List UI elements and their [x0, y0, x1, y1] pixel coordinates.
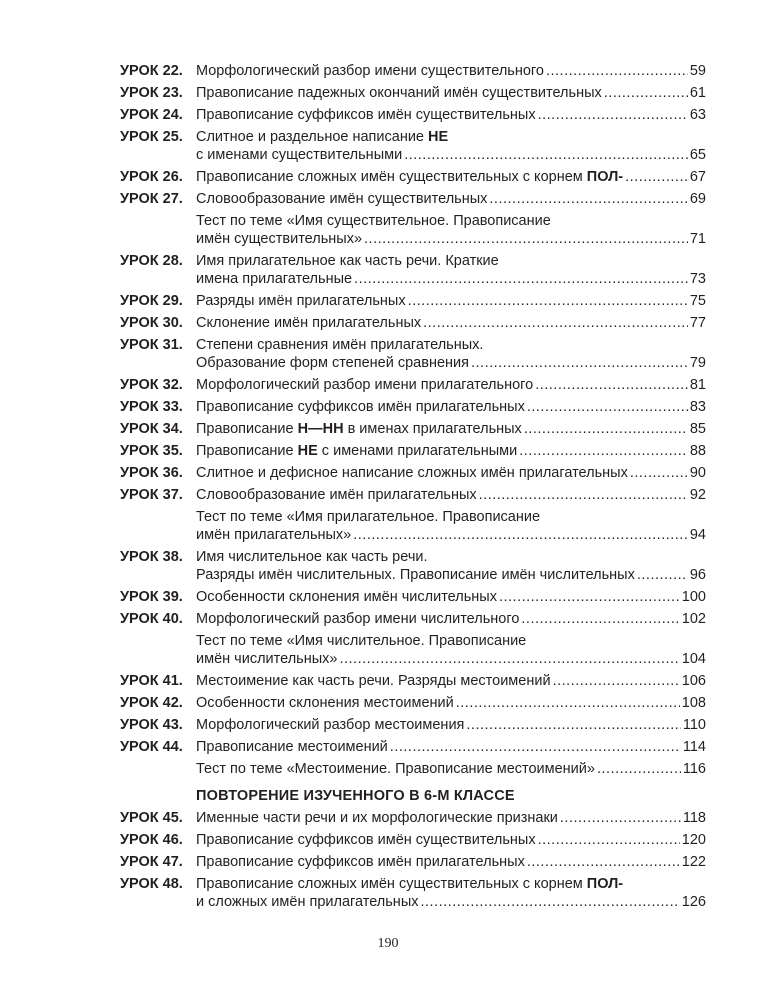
entry-title: [196, 853, 525, 871]
entry-title: [196, 893, 419, 911]
entry-line: [196, 672, 706, 690]
entry-title: [196, 270, 352, 288]
toc-lesson-entry[interactable]: [120, 62, 706, 80]
toc-lesson-entry[interactable]: [120, 464, 706, 482]
entry-title: [196, 694, 454, 712]
entry-body: [196, 809, 706, 827]
title-text: Правописание суффиксов имён прилагательных: [196, 854, 525, 870]
entry-title: [196, 610, 519, 628]
page-ref[interactable]: 106: [681, 673, 706, 689]
page-ref[interactable]: 114: [682, 739, 706, 755]
entry-line: [196, 853, 706, 871]
title-text: имён существительных»: [196, 231, 363, 247]
entry-body: [196, 760, 706, 778]
entry-title: [196, 464, 628, 482]
toc-lesson-entry[interactable]: [120, 252, 706, 288]
page-ref[interactable]: 108: [681, 695, 706, 711]
title-text: имён прилагательных»: [196, 527, 352, 543]
entry-title: [196, 128, 448, 146]
entry-line: [196, 230, 706, 248]
bold-term: ПОЛ-: [586, 876, 624, 892]
toc-lesson-entry[interactable]: [120, 168, 706, 186]
title-text: имён числительных»: [196, 651, 338, 667]
title-text: Правописание сложных имён существительных с корнем: [196, 876, 587, 892]
lesson-label: [120, 632, 196, 668]
lesson-label: [120, 212, 196, 248]
entry-line: [196, 716, 706, 734]
entry-body: [196, 464, 706, 482]
page-ref[interactable]: 94: [689, 527, 706, 543]
entry-title: [196, 508, 540, 526]
title-text: и сложных имён прилагательных: [196, 894, 419, 910]
entry-body: [196, 875, 706, 911]
entry-title: [196, 672, 551, 690]
entry-body: [196, 486, 706, 504]
entry-title: [196, 875, 623, 893]
dot-leader: [423, 314, 688, 332]
entry-title: [196, 212, 551, 230]
entry-line: [196, 508, 706, 526]
entry-title: [196, 168, 623, 186]
entry-line: [196, 354, 706, 372]
toc-test-entry[interactable]: [120, 212, 706, 248]
entry-body: [196, 190, 706, 208]
title-text: Правописание суффиксов имён существительных: [196, 832, 536, 848]
title-text: имена прилагательные: [196, 271, 353, 287]
page-ref[interactable]: 83: [689, 399, 706, 415]
page-ref[interactable]: 126: [681, 894, 706, 910]
entry-line: [196, 442, 706, 460]
lesson-label: УРОК 22.: [120, 63, 183, 79]
entry-body: [196, 336, 706, 372]
dot-leader: [421, 893, 680, 911]
entry-line: [196, 588, 706, 606]
entry-body: [196, 442, 706, 460]
entry-line: [196, 650, 706, 668]
entry-line: [196, 336, 706, 354]
title-text: Склонение имён прилагательных: [196, 315, 422, 331]
entry-line: [196, 270, 706, 288]
entry-title: [196, 809, 558, 827]
title-text: Правописание суффиксов имён существительных: [196, 107, 536, 123]
entry-body: [196, 716, 706, 734]
title-text: Разряды имён прилагательных: [196, 293, 406, 309]
dot-leader: [625, 168, 688, 186]
entry-line: [196, 760, 706, 778]
entry-body: [196, 128, 706, 164]
dot-leader: [604, 84, 688, 102]
lesson-label: УРОК 39.: [120, 589, 183, 605]
entry-line: [196, 420, 706, 438]
toc-lesson-entry[interactable]: [120, 314, 706, 332]
title-text: Степени сравнения имён прилагательных.: [196, 337, 484, 353]
title-text: Тест по теме «Имя прилагательное. Правописание: [196, 509, 541, 525]
title-text: Образование форм степеней сравнения: [196, 355, 469, 371]
entry-title: [196, 526, 351, 544]
entry-title: [196, 588, 497, 606]
title-text: Имя числительное как часть речи.: [196, 549, 428, 565]
entry-title: [196, 831, 536, 849]
entry-title: [196, 314, 421, 332]
lesson-label: УРОК 24.: [120, 107, 183, 123]
toc-lesson-entry[interactable]: [120, 190, 706, 208]
title-text: Тест по теме «Имя существительное. Правописание: [196, 213, 551, 229]
lesson-label: УРОК 40.: [120, 611, 183, 627]
entry-body: [196, 106, 706, 124]
page-ref[interactable]: 96: [689, 567, 706, 583]
entry-body: [196, 62, 706, 80]
lesson-label: УРОК 30.: [120, 315, 183, 331]
lesson-label: УРОК 27.: [120, 191, 183, 207]
lesson-label: УРОК 29.: [120, 293, 183, 309]
dot-leader: [527, 398, 688, 416]
entry-title: [196, 230, 362, 248]
page-ref[interactable]: 92: [689, 487, 706, 503]
lesson-label: УРОК 35.: [120, 443, 183, 459]
lesson-label: УРОК 44.: [120, 739, 183, 755]
lesson-label: УРОК 32.: [120, 377, 183, 393]
lesson-label: УРОК 48.: [120, 876, 183, 892]
entry-title: [196, 566, 635, 584]
entry-title: [196, 650, 337, 668]
entry-line: [196, 464, 706, 482]
title-text: Тест по теме «Местоимение. Правописание местоимений»: [196, 761, 595, 777]
dot-leader: [637, 566, 688, 584]
dot-leader: [408, 292, 688, 310]
toc-test-entry[interactable]: [120, 760, 706, 778]
dot-leader: [527, 853, 680, 871]
toc-lesson-entry[interactable]: [120, 128, 706, 164]
entry-title: [196, 376, 533, 394]
dot-leader: [456, 694, 680, 712]
dot-leader: [521, 610, 679, 628]
entry-title: [196, 716, 464, 734]
dot-leader: [546, 62, 688, 80]
dot-leader: [524, 420, 688, 438]
title-text: Правописание падежных окончаний имён существительных: [196, 85, 602, 101]
toc-test-entry[interactable]: [120, 632, 706, 668]
toc-lesson-entry[interactable]: [120, 875, 706, 911]
entry-body: [196, 398, 706, 416]
toc-lesson-entry[interactable]: [120, 84, 706, 102]
lesson-label: УРОК 41.: [120, 673, 183, 689]
entry-line: [196, 398, 706, 416]
entry-title: [196, 146, 402, 164]
page-ref[interactable]: 122: [681, 854, 706, 870]
bold-term: НЕ: [297, 443, 318, 459]
bold-term: ПОЛ-: [586, 169, 624, 185]
lesson-label: УРОК 23.: [120, 85, 183, 101]
toc-lesson-entry[interactable]: [120, 738, 706, 756]
entry-line: [196, 252, 706, 270]
entry-body: [196, 853, 706, 871]
entry-line: [196, 875, 706, 893]
title-text: в именах прилагательных: [343, 421, 522, 437]
toc-lesson-entry[interactable]: [120, 106, 706, 124]
entry-body: [196, 168, 706, 186]
toc-lesson-entry[interactable]: [120, 376, 706, 394]
page-ref[interactable]: 65: [689, 147, 706, 163]
entry-title: [196, 548, 428, 566]
title-text: с именами существительными: [196, 147, 403, 163]
page-ref[interactable]: 118: [682, 810, 706, 826]
entry-line: [196, 212, 706, 230]
dot-leader: [519, 442, 688, 460]
entry-line: [196, 526, 706, 544]
entry-line: [196, 292, 706, 310]
dot-leader: [499, 588, 680, 606]
entry-title: [196, 354, 469, 372]
entry-line: [196, 610, 706, 628]
title-text: Местоимение как часть речи. Разряды местоимений: [196, 673, 551, 689]
lesson-label: УРОК 46.: [120, 832, 183, 848]
toc-lesson-entry[interactable]: [120, 588, 706, 606]
dot-leader: [364, 230, 688, 248]
page-ref[interactable]: 116: [682, 761, 706, 777]
entry-line: [196, 314, 706, 332]
entry-title: [196, 442, 517, 460]
dot-leader: [404, 146, 688, 164]
entry-body: [196, 672, 706, 690]
dot-leader: [471, 354, 688, 372]
entry-line: [196, 128, 706, 146]
entry-title: [196, 336, 483, 354]
title-text: Слитное и дефисное написание сложных имён прилагательных: [196, 465, 628, 481]
dot-leader: [560, 809, 681, 827]
page-ref[interactable]: 100: [681, 589, 706, 605]
page-ref[interactable]: 104: [681, 651, 706, 667]
toc-lesson-entry[interactable]: [120, 398, 706, 416]
entry-title: [196, 106, 536, 124]
toc-lesson-entry[interactable]: [120, 548, 706, 584]
toc-lesson-entry[interactable]: [120, 336, 706, 372]
page-ref[interactable]: 75: [689, 293, 706, 309]
page-ref[interactable]: 120: [681, 832, 706, 848]
entry-body: [196, 632, 706, 668]
title-text: Морфологический разбор местоимения: [196, 717, 465, 733]
entry-line: [196, 486, 706, 504]
dot-leader: [339, 650, 679, 668]
title-text: Морфологический разбор имени существительного: [196, 63, 544, 79]
lesson-label: УРОК 33.: [120, 399, 183, 415]
dot-leader: [538, 106, 688, 124]
title-text: Морфологический разбор имени прилагательного: [196, 377, 534, 393]
toc-lesson-entry[interactable]: [120, 442, 706, 460]
bold-term: Н—НН: [297, 421, 344, 437]
page-number: 190: [377, 936, 399, 951]
dot-leader: [466, 716, 680, 734]
title-text: Правописание сложных имён существительных с корнем: [196, 169, 587, 185]
toc-lesson-entry[interactable]: [120, 831, 706, 849]
entry-line: [196, 376, 706, 394]
lesson-label: [120, 508, 196, 544]
entry-body: [196, 212, 706, 248]
entry-title: [196, 738, 388, 756]
dot-leader: [538, 831, 680, 849]
toc-test-entry[interactable]: [120, 508, 706, 544]
entry-body: [196, 84, 706, 102]
title-text: Тест по теме «Имя числительное. Правописание: [196, 633, 527, 649]
entry-line: [196, 566, 706, 584]
lesson-label: УРОК 42.: [120, 695, 183, 711]
title-text: Особенности склонения имён числительных: [196, 589, 497, 605]
title-text: Правописание суффиксов имён прилагательных: [196, 399, 525, 415]
page-ref[interactable]: 79: [689, 355, 706, 371]
title-text: Словообразование имён существительных: [196, 191, 488, 207]
entry-body: [196, 314, 706, 332]
lesson-label: УРОК 38.: [120, 549, 183, 565]
lesson-label: УРОК 45.: [120, 810, 183, 826]
entry-line: [196, 106, 706, 124]
page-ref[interactable]: 81: [689, 377, 706, 393]
title-text: Словообразование имён прилагательных: [196, 487, 477, 503]
page-ref[interactable]: 77: [689, 315, 706, 331]
entry-line: [196, 632, 706, 650]
toc-lesson-entry[interactable]: [120, 694, 706, 712]
title-text: Имя прилагательное как часть речи. Краткие: [196, 253, 499, 269]
toc-lesson-entry[interactable]: [120, 672, 706, 690]
entry-line: [196, 190, 706, 208]
entry-line: [196, 893, 706, 911]
entry-line: [196, 168, 706, 186]
entry-line: [196, 694, 706, 712]
page-ref[interactable]: 59: [689, 63, 706, 79]
title-text: Слитное и раздельное написание: [196, 129, 429, 145]
entry-body: [196, 738, 706, 756]
page-ref[interactable]: 110: [682, 717, 706, 733]
entry-line: [196, 146, 706, 164]
page-ref[interactable]: 73: [689, 271, 706, 287]
entry-line: [196, 809, 706, 827]
toc-lesson-entry[interactable]: [120, 853, 706, 871]
entry-body: [196, 376, 706, 394]
entry-title: [196, 420, 522, 438]
dot-leader: [353, 526, 688, 544]
title-text: Правописание местоимений: [196, 739, 388, 755]
toc-lesson-entry[interactable]: [120, 809, 706, 827]
lesson-label: УРОК 47.: [120, 854, 183, 870]
entry-title: [196, 486, 477, 504]
lesson-label: УРОК 31.: [120, 337, 183, 353]
entry-body: [196, 252, 706, 288]
dot-leader: [390, 738, 681, 756]
title-text: Именные части речи и их морфологические признаки: [196, 810, 558, 826]
page-ref[interactable]: 63: [689, 107, 706, 123]
dot-leader: [535, 376, 688, 394]
entry-title: [196, 292, 406, 310]
entry-line: [196, 831, 706, 849]
section-heading: ПОВТОРЕНИЕ ИЗУЧЕННОГО В 6-М КЛАССЕ: [196, 788, 515, 804]
title-text: Особенности склонения местоимений: [196, 695, 454, 711]
entry-body: [196, 420, 706, 438]
entry-line: [196, 62, 706, 80]
entry-line: [196, 84, 706, 102]
lesson-label: УРОК 34.: [120, 421, 183, 437]
dot-leader: [479, 486, 688, 504]
dot-leader: [489, 190, 687, 208]
page-ref[interactable]: 88: [689, 443, 706, 459]
page-ref[interactable]: 90: [689, 465, 706, 481]
toc-lesson-entry[interactable]: [120, 486, 706, 504]
table-of-contents: [120, 62, 706, 915]
entry-body: [196, 610, 706, 628]
entry-title: [196, 190, 487, 208]
entry-title: [196, 252, 499, 270]
dot-leader: [553, 672, 680, 690]
entry-title: [196, 62, 544, 80]
toc-lesson-entry[interactable]: [120, 610, 706, 628]
entry-title: [196, 632, 526, 650]
bold-term: НЕ: [428, 129, 449, 145]
entry-body: [196, 694, 706, 712]
page-ref[interactable]: 71: [689, 231, 706, 247]
page-ref[interactable]: 67: [689, 169, 706, 185]
title-text: Правописание: [196, 421, 298, 437]
lesson-label: УРОК 36.: [120, 465, 183, 481]
page-ref[interactable]: 102: [681, 611, 706, 627]
entry-line: [196, 738, 706, 756]
page-ref[interactable]: 85: [689, 421, 706, 437]
lesson-label: УРОК 37.: [120, 487, 183, 503]
lesson-label: УРОК 43.: [120, 717, 183, 733]
entry-title: [196, 84, 602, 102]
title-text: Разряды имён числительных. Правописание имён числительных: [196, 567, 635, 583]
entry-body: [196, 292, 706, 310]
lesson-label: УРОК 28.: [120, 253, 183, 269]
entry-title: [196, 398, 525, 416]
entry-title: [196, 760, 595, 778]
lesson-label: УРОК 25.: [120, 129, 183, 145]
dot-leader: [630, 464, 688, 482]
title-text: Морфологический разбор имени числительного: [196, 611, 520, 627]
entry-body: [196, 588, 706, 606]
title-text: Правописание: [196, 443, 298, 459]
entry-body: [196, 548, 706, 584]
entry-line: [196, 548, 706, 566]
page-ref[interactable]: 61: [689, 85, 706, 101]
toc-lesson-entry[interactable]: [120, 716, 706, 734]
toc-lesson-entry[interactable]: [120, 292, 706, 310]
entry-body: [196, 831, 706, 849]
dot-leader: [354, 270, 688, 288]
toc-lesson-entry[interactable]: [120, 420, 706, 438]
lesson-label: УРОК 26.: [120, 169, 183, 185]
lesson-label: [120, 760, 196, 778]
page-ref[interactable]: 69: [689, 191, 706, 207]
dot-leader: [597, 760, 681, 778]
entry-body: [196, 508, 706, 544]
title-text: с именами прилагательными: [317, 443, 518, 459]
